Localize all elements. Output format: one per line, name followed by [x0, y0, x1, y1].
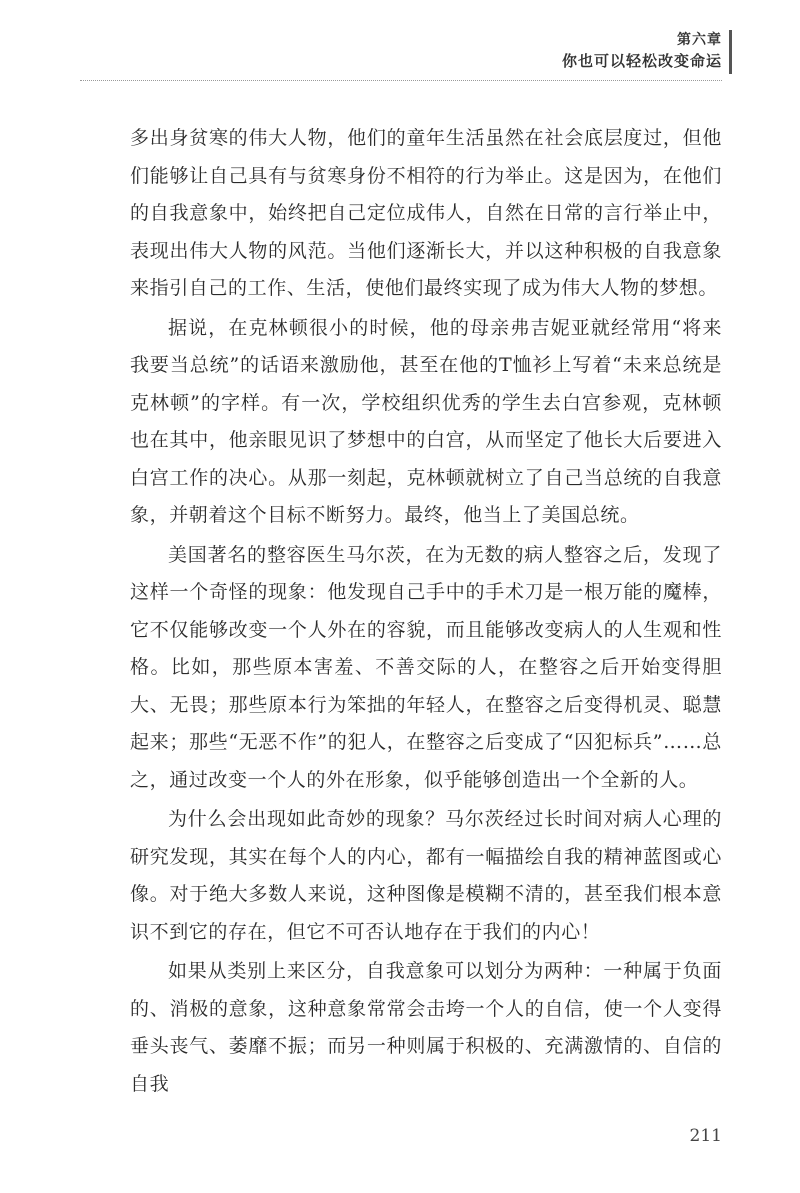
chapter-title: 你也可以轻松改变命运 [561, 52, 722, 70]
paragraph-continued: 多出身贫寒的伟大人物，他们的童年生活虽然在社会底层度过，但他们能够让自己具有与贫寒身份不相符的行为举止。这是因为，在他们的自我意象中，始终把自己定位成伟人，自然在日常的言行举止中，表现出伟大人物的风范。当他们逐渐长大，并以这种积极的自我意象来指引自己的工作、生活，使他们最终实现了成为伟大人物的梦想。 [130, 127, 722, 299]
header-bar-decoration [729, 30, 732, 74]
paragraph: 据说，在克林顿很小的时候，他的母亲弗吉妮亚就经常用“将来我要当总统”的话语来激励他，甚至在他的T恤衫上写着“未来总统是克林顿”的字样。有一次，学校组织优秀的学生去白宫参观，克林顿也在其中，他亲眼见识了梦想中的白宫，从而坚定了他长大后要进入白宫工作的决心。从那一刻起，克林顿就树立了自己当总统的自我意象，并朝着这个目标不断努力。最终，他当上了美国总统。 [130, 316, 722, 526]
body-text [130, 120, 722, 1105]
page-number: 211 [689, 1126, 722, 1146]
running-head [562, 30, 722, 72]
paragraph: 如果从类别上来区分，自我意象可以划分为两种：一种属于负面的、消极的意象，这种意象常常会击垮一个人的自信，使一个人变得垂头丧气、萎靡不振；而另一种则属于积极的、充满激情的、自信的自我 [130, 960, 722, 1095]
paragraph: 美国著名的整容医生马尔茨，在为无数的病人整容之后，发现了这样一个奇怪的现象：他发现自己手中的手术刀是一根万能的魔棒，它不仅能够改变一个人外在的容貌，而且能够改变病人的人生观和性格。比如，那些原本害羞、不善交际的人，在整容之后开始变得胆大、无畏；那些原本行为笨拙的年轻人，在整容之后变得机灵、聪慧起来；那些“无恶不作”的犯人，在整容之后变成了“囚犯标兵”……总之，通过改变一个人的外在形象，似乎能够创造出一个全新的人。 [130, 543, 722, 791]
paragraph: 为什么会出现如此奇妙的现象？马尔茨经过长时间对病人心理的研究发现，其实在每个人的内心，都有一幅描绘自我的精神蓝图或心像。对于绝大多数人来说，这种图像是模糊不清的，甚至我们根本意识不到它的存在，但它不可否认地存在于我们的内心！ [130, 808, 722, 943]
header-dotted-rule [80, 80, 722, 81]
chapter-label: 第六章 [677, 32, 722, 48]
